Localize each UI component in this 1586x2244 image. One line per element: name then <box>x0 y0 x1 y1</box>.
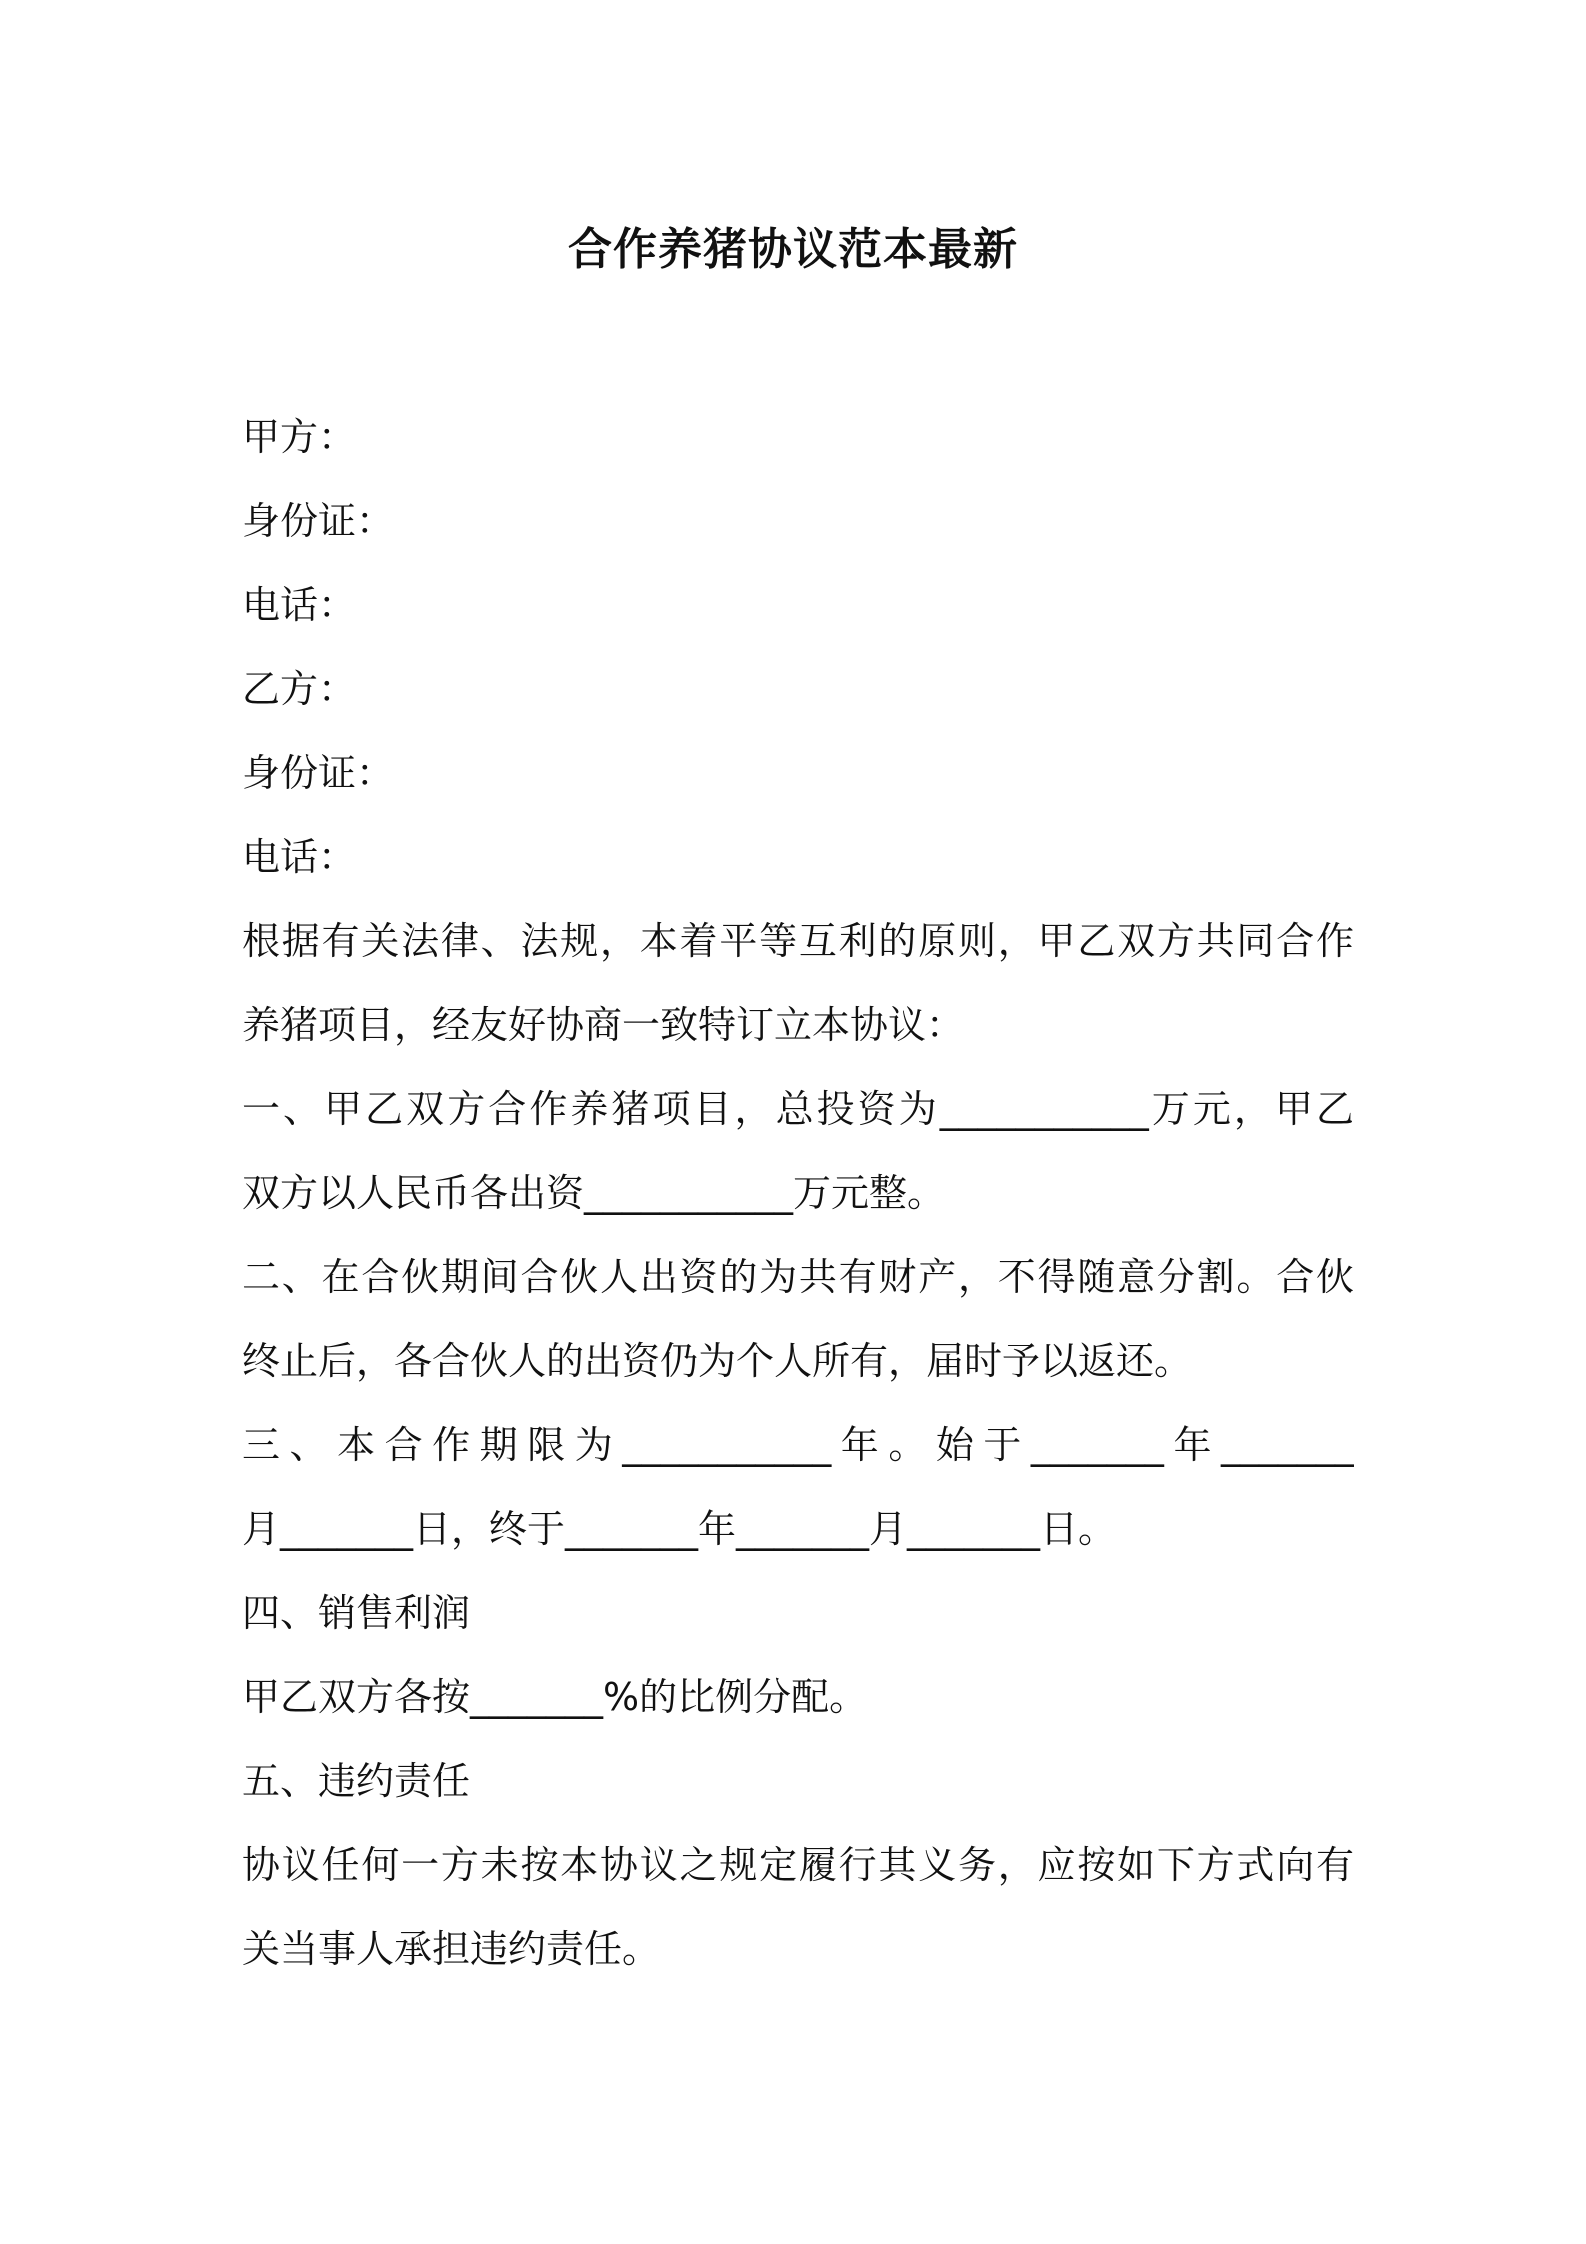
party-a-phone-label: 电话： <box>242 583 357 627</box>
clause-3-line-2: 月_______日，终于_______年_______月_______日。 <box>242 1507 1117 1551</box>
document-title: 合作养猪协议范本最新 <box>568 224 1018 275</box>
preamble-line-2: 养猪项目，经友好协商一致特订立本协议： <box>242 1003 965 1047</box>
clause-2-line-1: 二、在合伙期间合伙人出资的为共有财产，不得随意分割。合伙 <box>242 1255 1354 1299</box>
clause-1-line-1: 一、甲乙双方合作养猪项目，总投资为___________万元，甲乙 <box>242 1087 1354 1131</box>
party-b-label: 乙方： <box>242 667 357 711</box>
party-b-phone-label: 电话： <box>242 835 357 879</box>
clause-4-text: 甲乙双方各按_______%的比例分配。 <box>242 1675 868 1719</box>
party-a-label: 甲方： <box>242 415 357 459</box>
preamble-line-1: 根据有关法律、法规，本着平等互利的原则，甲乙双方共同合作 <box>242 919 1354 963</box>
clause-4-heading: 四、销售利润 <box>242 1591 471 1635</box>
clause-5-text-line-1: 协议任何一方未按本协议之规定履行其义务，应按如下方式向有 <box>242 1843 1354 1887</box>
clause-1-line-2: 双方以人民币各出资___________万元整。 <box>242 1171 946 1215</box>
clause-5-heading: 五、违约责任 <box>242 1759 471 1803</box>
clause-5-text-line-2: 关当事人承担违约责任。 <box>242 1927 661 1971</box>
clause-3-line-1: 三、本合作期限为___________年。始于_______年_______ <box>242 1423 1354 1467</box>
party-b-id-label: 身份证： <box>242 751 395 795</box>
party-a-id-label: 身份证： <box>242 499 395 543</box>
clause-2-line-2: 终止后，各合伙人的出资仍为个人所有，届时予以返还。 <box>242 1339 1193 1383</box>
document-body <box>242 395 1354 1991</box>
